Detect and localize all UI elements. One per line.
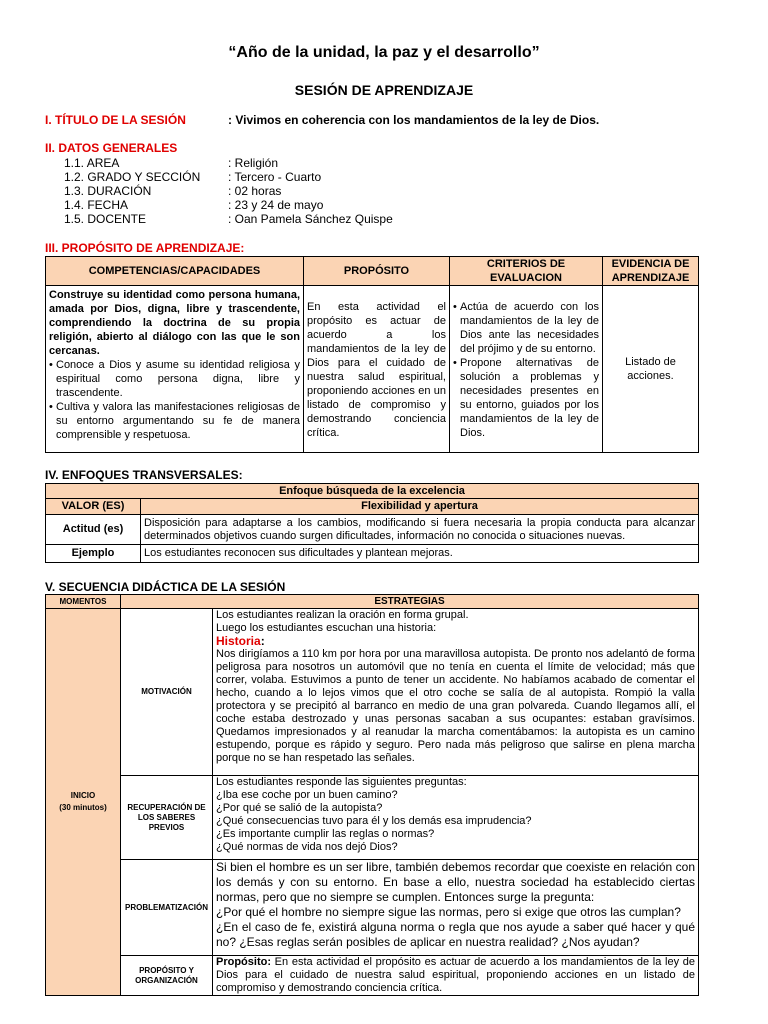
enfoque-name: Enfoque búsqueda de la excelencia xyxy=(46,484,699,499)
historia-heading xyxy=(216,635,695,648)
actitud-text: Disposición para adaptarse a los cambios, modificando si fuera necesaria la propia conducta para alcanzar determinados objetivos cuando surgen dificultades, información no conocida o situaciones nuevas. xyxy=(141,515,699,545)
problematizacion-text: Si bien el hombre es un ser libre, también debemos recordar que coexiste en relación con los demás y con su entorno. En base a ello, nuestra sociedad ha establecido ciertas normas, pero que no siempre se cumplen. Entonces surge la pregunta: xyxy=(216,860,696,904)
pregunta-line: ¿Qué consecuencias tuvo para él y los demás esa imprudencia? xyxy=(216,815,532,827)
valor-label: VALOR (ES) xyxy=(46,499,141,515)
pregunta-line: ¿Es importante cumplir las reglas o normas? xyxy=(216,828,435,840)
proposito-text: En esta actividad el propósito es actuar de acuerdo a los mandamientos de la ley de Dios para el cuidado de nuestra salud espiritual, proponiendo acciones en un listado de compromiso y demostrando conciencia crítica. xyxy=(304,286,450,453)
header-criterios: CRITERIOS DE EVALUACION xyxy=(450,257,603,286)
session-title: : Vivimos en coherencia con los mandamientos de la ley de Dios. xyxy=(228,113,600,127)
recuperacion-label: RECUPERACIÓN DE LOS SABERES PREVIOS xyxy=(121,776,213,860)
ejemplo-label: Ejemplo xyxy=(46,545,141,563)
competencias-cell xyxy=(46,286,304,453)
competencia-text: Construye su identidad como persona humana, amada por Dios, digna, libre y trascendente, comprendiendo la doctrina de su propia religión, abierto al diálogo con las que le son cercanas. xyxy=(49,289,300,357)
data-key-fecha: 1.4. FECHA xyxy=(64,198,129,212)
proposito-organizacion-label: PROPÓSITO Y ORGANIZACIÓN xyxy=(121,956,213,996)
section-2-label: II. DATOS GENERALES xyxy=(45,141,178,155)
capacidad-item: • Cultiva y valora las manifestaciones religiosas de su entorno argumentando su fe de manera comprensible y respetuosa. xyxy=(49,401,300,441)
header-evidencia: EVIDENCIA DE APRENDIZAJE xyxy=(603,257,699,286)
data-key-grado: 1.2. GRADO Y SECCIÓN xyxy=(64,170,201,184)
motivacion-line: Los estudiantes realizan la oración en forma grupal. xyxy=(216,609,469,621)
problematizacion-question: ¿En el caso de fe, existirá alguna norma o regla que nos ayude a saber qué hacer y qué no? ¿Esas reglas serán posibles de aplicar en nuestra realidad? ¿Nos ayudan? xyxy=(216,920,696,949)
section-1-label: I. TÍTULO DE LA SESIÓN xyxy=(45,113,186,127)
criterio-text: Propone alternativas de solución a problemas y necesidades presentes en su entorno, guiados por los mandamientos de la ley de Dios. xyxy=(460,357,599,439)
problematizacion-label: PROBLEMATIZACIÓN xyxy=(121,860,213,956)
inicio-label: INICIO xyxy=(70,791,96,800)
secuencia-table xyxy=(45,594,699,996)
header-momentos: MOMENTOS xyxy=(46,595,121,609)
pregunta-line: ¿Qué normas de vida nos dejó Dios? xyxy=(216,841,398,853)
capacidad-item: • Conoce a Dios y asume su identidad religiosa y espiritual como persona digna, libre y trascendente. xyxy=(49,359,300,399)
data-value-grado: : Tercero - Cuarto xyxy=(228,170,322,184)
actitud-label: Actitud (es) xyxy=(46,515,141,545)
ejemplo-text: Los estudiantes reconocen sus dificultades y plantean mejoras. xyxy=(141,545,699,563)
criterio-item: • Propone alternativas de solución a problemas y necesidades presentes en su entorno, guiados por los mandamientos de la ley de Dios. xyxy=(453,357,599,439)
header-competencias: COMPETENCIAS/CAPACIDADES xyxy=(46,257,304,286)
motivacion-line: Luego los estudiantes escuchan una historia: xyxy=(216,622,437,634)
pregunta-line: Los estudiantes responde las siguientes preguntas: xyxy=(216,776,467,788)
section-5-label: V. SECUENCIA DIDÁCTICA DE LA SESIÓN xyxy=(45,580,286,594)
historia-colon: : xyxy=(260,634,265,648)
recuperacion-content xyxy=(213,776,699,860)
problematizacion-question: ¿Por qué el hombre no siempre sigue las normas, pero si exige que otros las cumplan? xyxy=(216,905,681,919)
motto: “Año de la unidad, la paz y el desarrollo” xyxy=(228,44,540,61)
criterio-item: • Actúa de acuerdo con los mandamientos de la ley de Dios ante las necesidades del prójimo y de su entorno. xyxy=(453,301,599,355)
purpose-table xyxy=(45,256,699,453)
proposito-organizacion-text: En esta actividad el propósito es actuar de acuerdo a los mandamientos de la ley de Dios para el cuidado de nuestra salud espiritual, proponiendo acciones en un listado de compromiso y demostrando conciencia crítica. xyxy=(216,956,696,994)
data-key-area: 1.1. AREA xyxy=(64,156,120,170)
page-title: SESIÓN DE APRENDIZAJE xyxy=(294,82,474,98)
inicio-time: (30 minutos) xyxy=(59,803,107,812)
proposito-organizacion-content xyxy=(213,956,699,996)
data-key-duracion: 1.3. DURACIÓN xyxy=(64,184,152,198)
data-value-duracion: : 02 horas xyxy=(228,184,282,198)
pregunta-line: ¿Iba ese coche por un buen camino? xyxy=(216,789,398,801)
problematizacion-content xyxy=(213,860,699,956)
valor-value: Flexibilidad y apertura xyxy=(141,499,699,515)
evidencia-text: Listado de acciones. xyxy=(603,286,699,453)
capacidad-text: Conoce a Dios y asume su identidad religiosa y espiritual como persona digna, libre y trascendente. xyxy=(56,359,300,399)
data-value-fecha: : 23 y 24 de mayo xyxy=(228,198,324,212)
criterios-cell xyxy=(450,286,603,453)
proposito-strong: Propósito: xyxy=(216,956,271,968)
criterio-text: Actúa de acuerdo con los mandamientos de la ley de Dios ante las necesidades del prójimo y de su entorno. xyxy=(460,301,599,355)
section-3-label: III. PROPÓSITO DE APRENDIZAJE: xyxy=(45,241,245,255)
historia-label: Historia xyxy=(216,634,261,648)
inicio-cell xyxy=(46,609,121,996)
data-value-area: : Religión xyxy=(228,156,279,170)
header-proposito: PROPÓSITO xyxy=(304,257,450,286)
motivacion-label: MOTIVACIÓN xyxy=(121,609,213,776)
motivacion-content xyxy=(213,609,699,776)
pregunta-line: ¿Por qué se salió de la autopista? xyxy=(216,802,383,814)
header-estrategias: ESTRATEGIAS xyxy=(121,595,699,609)
historia-text: Nos dirigíamos a 110 km por hora por una maravillosa autopista. De pronto nos adelantó de forma peligrosa para nosotros un automóvil que no tenía en cuenta el límite de velocidad; más que correr, volaba. Estuvimos a punto de tener un accidente. No habíamos acabado de comentar el hecho, cuando a lo lejos vimos que el otro coche se salía de al autopista. Rompió la valla protectora y se precipitó al barranco en medio de una gran polvareda. Cuando llegamos allí, el coche estaba destrozado y unas personas sacaban a sus ocupantes: estaban gravísimos. Quedamos impresionados y al reanudar la marcha comentábamos: la autopista es un camino estupendo, porque es rápido y seguro. Pero nada más peligroso que salirse en plena marcha porque no se han respetado las señales. xyxy=(216,648,696,764)
section-4-label: IV. ENFOQUES TRANSVERSALES: xyxy=(45,468,243,482)
enfoques-table xyxy=(45,483,699,563)
capacidad-text: Cultiva y valora las manifestaciones religiosas de su entorno argumentando su fe de manera comprensible y respetuosa. xyxy=(56,401,300,441)
data-value-docente: : Oan Pamela Sánchez Quispe xyxy=(228,212,393,226)
data-key-docente: 1.5. DOCENTE xyxy=(64,212,147,226)
